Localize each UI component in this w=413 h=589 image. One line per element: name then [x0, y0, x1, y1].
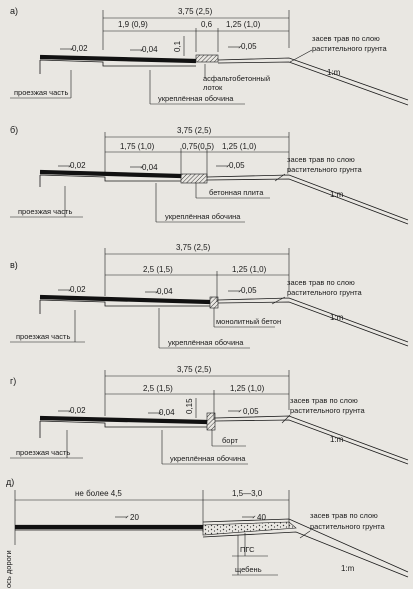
panel-d-label-carriageway: проезжая часть: [16, 448, 71, 457]
panel-c-total-width: 3,75 (2,5): [176, 243, 211, 252]
panel-b-label-grass-1: засев трав по слою: [287, 155, 355, 164]
panel-d-curb-height: 0,15: [185, 398, 194, 414]
panel-b: [10, 125, 408, 224]
panel-c-monolithic-concrete: [210, 297, 218, 308]
panel-e-slope-2: 40: [257, 513, 266, 522]
panel-a-label-shoulder: укреплённая обочина: [158, 94, 234, 103]
panel-b-label-carriageway: проезжая часть: [18, 207, 73, 216]
panel-c-width-1: 2,5 (1,5): [143, 265, 173, 274]
panel-e-slope-1: 20: [130, 513, 139, 522]
panel-c-label-concrete: монолитный бетон: [216, 317, 282, 326]
panel-a-width-2: 0,6: [201, 20, 213, 29]
panel-c-slope-3: 0,05: [241, 286, 257, 295]
panel-a-slope-3: 0,05: [241, 42, 257, 51]
panel-a-slope-ratio: 1:m: [327, 68, 341, 77]
panel-d-letter: г): [10, 376, 17, 386]
panel-c-slope-1: 0,02: [70, 285, 86, 294]
panel-e: [4, 477, 408, 588]
panel-b-label-slab: бетонная плита: [209, 188, 264, 197]
panel-d-slope-ratio: 1:m: [330, 435, 344, 444]
panel-c-label-carriageway: проезжая часть: [16, 332, 71, 341]
panel-c-slope-2: 0,04: [157, 287, 173, 296]
panel-b-width-2: 0,75(0,5): [182, 142, 215, 151]
panel-c-letter: в): [10, 260, 18, 270]
panel-c-label-shoulder: укреплённая обочина: [168, 338, 244, 347]
panel-a-label-tray-2: лоток: [203, 83, 223, 92]
panel-a-label-grass-1: засев трав по слою: [312, 34, 380, 43]
panel-b-letter: б): [10, 125, 19, 135]
panel-e-width-2: 1,5—3,0: [232, 489, 263, 498]
panel-c-slope-ratio: 1:m: [330, 313, 344, 322]
panel-d-total-width: 3,75 (2,5): [177, 365, 212, 374]
panel-a-label-carriageway: проезжая часть: [14, 88, 69, 97]
panel-b-label-grass-2: растительного грунта: [287, 165, 362, 174]
panel-a-slope-1: 0,02: [72, 44, 88, 53]
panel-b-slope-1: 0,02: [70, 161, 86, 170]
panel-d-slope-1: 0,02: [70, 406, 86, 415]
panel-d-label-shoulder: укреплённая обочина: [170, 454, 246, 463]
panel-d-label-grass-2: растительного грунта: [290, 406, 365, 415]
panel-b-slope-2: 0,04: [142, 163, 158, 172]
panel-e-slope-ratio: 1:m: [341, 564, 355, 573]
panel-d-label-curb: борт: [222, 436, 238, 445]
panel-b-width-3: 1,25 (1,0): [222, 142, 257, 151]
panel-c: [10, 243, 408, 348]
panel-a-total-width: 3,75 (2,5): [178, 7, 213, 16]
panel-b-total-width: 3,75 (2,5): [177, 126, 212, 135]
panel-d-width-2: 1,25 (1,0): [230, 384, 265, 393]
panel-b-width-1: 1,75 (1,0): [120, 142, 155, 151]
panel-c-label-grass-1: засев трав по слою: [287, 278, 355, 287]
panel-d-width-1: 2,5 (1,5): [143, 384, 173, 393]
panel-c-pavement: [40, 297, 210, 302]
panel-e-road-axis: ось дороги: [4, 550, 13, 588]
panel-e-label-crushed-stone: щебень: [235, 565, 262, 574]
panel-a-label-tray-1: асфальтобетонный: [203, 74, 271, 83]
panel-a-asphalt-tray: [196, 55, 218, 62]
panel-b-slope-3: 0,05: [229, 161, 245, 170]
panel-e-label-grass-1: засев трав по слою: [310, 511, 378, 520]
panel-a-width-3: 1,25 (1,0): [226, 20, 261, 29]
panel-b-concrete-slab: [181, 174, 207, 183]
panel-a-label-grass-2: растительного грунта: [312, 44, 387, 53]
panel-d-curb: [207, 413, 215, 430]
panel-e-label-pgs: ПГС: [240, 545, 255, 554]
panel-d: [10, 365, 408, 464]
panel-b-slope-ratio: 1:m: [330, 190, 344, 199]
panel-e-width-1: не более 4,5: [75, 489, 122, 498]
panel-a-letter: а): [10, 6, 19, 16]
panel-e-letter: д): [6, 477, 15, 487]
panel-d-slope-3: 0,05: [243, 407, 259, 416]
panel-a-depth: 0,1: [173, 40, 182, 52]
panel-a-slope-2: 0,04: [142, 45, 158, 54]
panel-b-label-shoulder: укреплённая обочина: [165, 212, 241, 221]
panel-d-label-grass-1: засев трав по слою: [290, 396, 358, 405]
panel-e-label-grass-2: растительного грунта: [310, 522, 385, 531]
panel-a-width-1: 1,9 (0,9): [118, 20, 148, 29]
panel-a: [10, 6, 408, 105]
panel-c-label-grass-2: растительного грунта: [287, 288, 362, 297]
panel-c-width-2: 1,25 (1,0): [232, 265, 267, 274]
panel-d-slope-2: 0,04: [159, 408, 175, 417]
